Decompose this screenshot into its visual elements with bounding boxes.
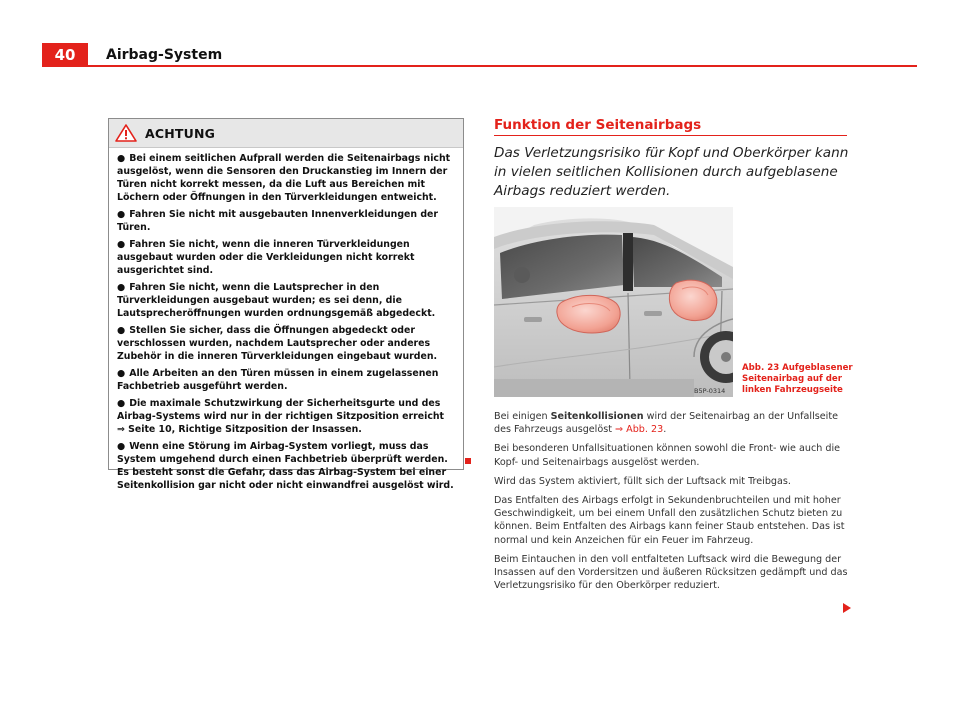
bullet-icon: ● [117,239,126,250]
section-rule [494,135,847,136]
warning-item: ● Alle Arbeiten an den Türen müssen in einem zugelassenen Fachbetrieb ausgeführt werden. [117,368,439,392]
bullet-icon: ● [117,282,126,293]
paragraph: Wird das System aktiviert, füllt sich der Luftsack mit Treibgas. [494,475,791,487]
section-title: Funktion der Seitenairbags [494,117,702,133]
warning-triangle-icon [115,124,137,142]
lead-paragraph: Das Verletzungsrisiko für Kopf und Oberkörper kann in vielen seitlichen Kollisionen durch aufgeblasene Airbags reduziert werden. [494,145,849,199]
paragraph: Bei einigen Seitenkollisionen wird der Seitenairbag an der Unfallseite des Fahrzeugs ausgelöst ⇒ Abb. 23. [494,411,838,436]
warning-body [109,148,463,492]
page-number: 40 [42,43,88,67]
warning-item: ● Wenn eine Störung im Airbag-System vorliegt, muss das System umgehend durch einen Fachbetrieb überprüft werden. Es besteht sonst die Gefahr, dass das Airbag-System bei einer Seitenkollision gar nicht oder nicht einwandfrei ausgelöst wird. [117,441,454,491]
warning-item: ● Fahren Sie nicht mit ausgebauten Innenverkleidungen der Türen. [117,209,439,233]
figure-caption: Abb. 23 Aufgeblasener Seitenairbag auf der linken Fahrzeugseite [742,363,853,395]
car-side-illustration [494,207,733,397]
warning-item: ● Die maximale Schutzwirkung der Sicherheitsgurte und des Airbag-Systems wird nur in der richtigen Sitzposition erreicht ⇒ Seite 10, Richtige Sitzposition der Insassen. [117,398,445,435]
bullet-icon: ● [117,398,126,409]
figure-reference-link[interactable]: ⇒ Abb. 23 [615,424,664,436]
section-end-mark [465,458,471,464]
bullet-icon: ● [117,209,126,220]
bullet-icon: ● [117,325,126,336]
side-airbag-figure [494,207,733,397]
figure-code: B5P-0314 [694,387,726,395]
paragraph: Beim Eintauchen in den voll entfalteten Luftsack wird die Bewegung der Insassen auf den Vordersitzen und äußeren Rücksitzen gedämpft und das Verletzungsrisiko für den Oberkörper reduziert. [494,553,848,592]
warning-box [108,118,464,491]
paragraph: Das Entfalten des Airbags erfolgt in Sekundenbruchteilen und mit hoher Geschwindigkeit, um bei einem Unfall den zusätzlichen Schutz bieten zu können. Beim Entfalten des Airbags kann feiner Staub entstehen. Das ist normal und kein Anzeichen für ein Feuer im Fahrzeug. [494,495,845,546]
running-head: Airbag-System [106,47,223,63]
bullet-icon: ● [117,153,126,164]
warning-title: ACHTUNG [145,125,216,141]
warning-item: ● Bei einem seitlichen Aufprall werden die Seitenairbags nicht ausgelöst, wenn die Sensoren den Druckanstieg im Innern der Türen nicht korrekt messen, da die Luft aus Bereichen mit Löchern oder Öffnungen in den Türverkleidungen entweicht. [117,153,451,203]
warning-item: ● Fahren Sie nicht, wenn die Lautsprecher in den Türverkleidungen ausgebaut wurden; es sei denn, die Lautsprecheröffnungen wurden ordnungsgemäß abgedeckt. [117,282,436,319]
warning-item: ● Fahren Sie nicht, wenn die inneren Türverkleidungen ausgebaut wurden oder die Verkleidungen nicht korrekt ausgerichtet sind. [117,239,415,276]
body-text [494,410,856,598]
warning-item: ● Stellen Sie sicher, dass die Öffnungen abgedeckt oder verschlossen wurden, nachdem Lautsprecher oder anderes Zubehör in die inneren Türverkleidungen eingebaut wurden. [117,325,438,362]
paragraph: Bei besonderen Unfallsituationen können sowohl die Front- wie auch die Kopf- und Seitenairbags ausgelöst werden. [494,443,841,468]
header-rule [88,65,917,67]
bullet-icon: ● [117,441,126,452]
bullet-icon: ● [117,368,126,379]
warning-header [109,119,463,148]
continue-arrow-icon [843,603,851,613]
